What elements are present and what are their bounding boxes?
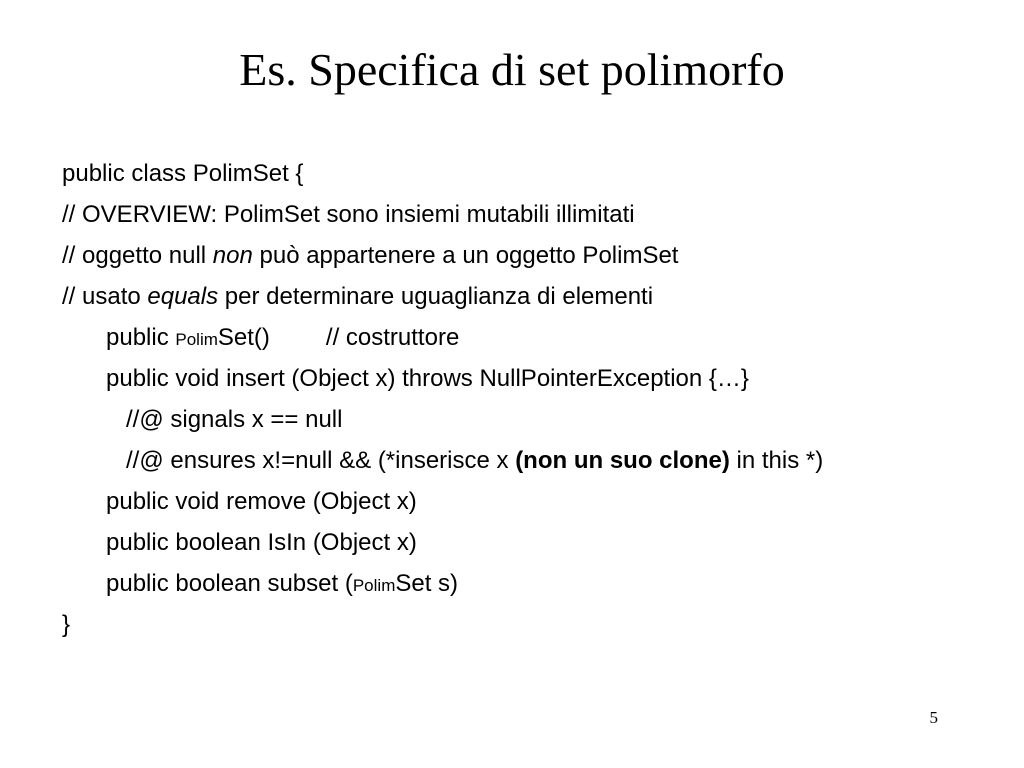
- code-line-closing-brace: }: [62, 611, 71, 638]
- code-line-null-comment: [62, 235, 992, 276]
- code-line-constructor: [62, 317, 992, 358]
- code-line-class-declaration: public class PolimSet {: [62, 160, 304, 187]
- code-line-subset-method: [62, 563, 992, 604]
- equals-comment-suffix: per determinare uguaglianza di elementi: [218, 283, 654, 310]
- code-line-isin-method: public boolean IsIn (Object x): [106, 529, 417, 556]
- equals-comment-emphasis: equals: [147, 283, 219, 310]
- equals-comment-prefix: // usato: [62, 283, 148, 310]
- subset-prefix: public boolean subset (: [106, 570, 353, 597]
- page-number: 5: [929, 708, 938, 727]
- subset-small-text: Polim: [352, 576, 396, 595]
- code-line-signals-clause: //@ signals x == null: [126, 406, 343, 433]
- null-comment-emphasis: non: [212, 242, 253, 269]
- constructor-small-text: Polim: [175, 330, 218, 349]
- slide-title: Es. Specifica di set polimorfo: [239, 44, 785, 95]
- subset-suffix: Set s): [395, 570, 459, 597]
- code-line-remove-method: public void remove (Object x): [106, 488, 417, 515]
- ensures-suffix: in this *): [729, 447, 824, 474]
- null-comment-prefix: // oggetto null: [62, 242, 213, 269]
- constructor-prefix: public: [106, 324, 176, 351]
- code-line-ensures-clause: [62, 440, 992, 481]
- constructor-name: Set(): [217, 324, 270, 351]
- code-line-overview-comment: // OVERVIEW: PolimSet sono insiemi mutabili illimitati: [62, 201, 635, 228]
- null-comment-suffix: può appartenere a un oggetto PolimSet: [252, 242, 679, 269]
- code-block: [62, 153, 992, 645]
- code-line-insert-method: public void insert (Object x) throws NullPointerException {…}: [106, 365, 749, 392]
- ensures-bold-text: (non un suo clone): [515, 447, 730, 474]
- constructor-comment: // costruttore: [325, 324, 460, 351]
- ensures-prefix: //@ ensures x!=null && (*inserisce x: [126, 447, 516, 474]
- code-line-equals-comment: [62, 276, 992, 317]
